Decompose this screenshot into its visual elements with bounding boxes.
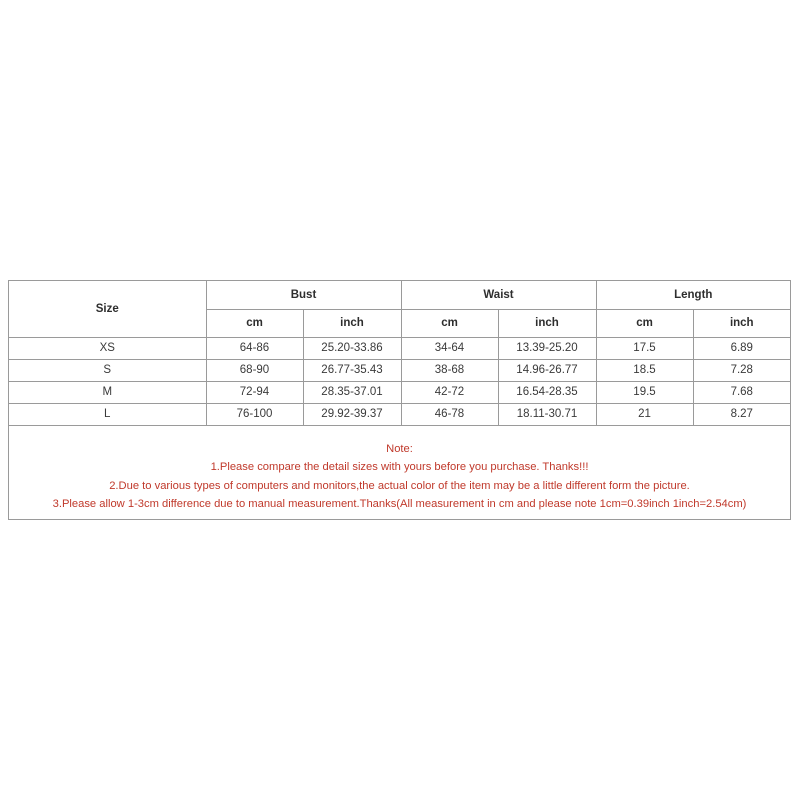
notes-row <box>9 425 790 514</box>
bust-cm-cell: 76-100 <box>206 403 303 425</box>
length-cm-cell: 21 <box>596 403 693 425</box>
note-line: 2.Due to various types of computers and monitors,the actual color of the item may be a little different form the picture. <box>109 479 690 492</box>
length-inch-cell: 7.68 <box>693 381 790 403</box>
length-cm-header: cm <box>596 309 693 337</box>
notes-block <box>9 426 790 514</box>
note-line: 3.Please allow 1-3cm difference due to manual measurement.Thanks(All measurement in cm and please note 1cm=0.39inch 1inch=2.54cm) <box>52 498 747 510</box>
table-row <box>9 337 790 359</box>
waist-inch-cell: 18.11-30.71 <box>498 403 596 425</box>
length-header: Length <box>596 281 790 309</box>
table-row <box>9 359 790 381</box>
size-cell: M <box>9 381 206 403</box>
waist-cm-cell: 42-72 <box>401 381 498 403</box>
size-cell: S <box>9 359 206 381</box>
notes-cell <box>9 425 790 514</box>
length-inch-header: inch <box>693 309 790 337</box>
bust-cm-cell: 68-90 <box>206 359 303 381</box>
size-chart <box>8 280 791 520</box>
bust-inch-cell: 28.35-37.01 <box>303 381 401 403</box>
waist-header: Waist <box>401 281 596 309</box>
bust-cm-header: cm <box>206 309 303 337</box>
length-inch-cell: 7.28 <box>693 359 790 381</box>
note-heading: Note: <box>386 442 413 455</box>
length-inch-cell: 8.27 <box>693 403 790 425</box>
waist-inch-header: inch <box>498 309 596 337</box>
bust-inch-cell: 29.92-39.37 <box>303 403 401 425</box>
waist-inch-cell: 16.54-28.35 <box>498 381 596 403</box>
table-row <box>9 403 790 425</box>
length-cm-cell: 17.5 <box>596 337 693 359</box>
size-column-header: Size <box>9 281 206 337</box>
bust-cm-cell: 72-94 <box>206 381 303 403</box>
waist-cm-cell: 38-68 <box>401 359 498 381</box>
header-row-groups <box>9 281 790 309</box>
waist-cm-cell: 46-78 <box>401 403 498 425</box>
length-inch-cell: 6.89 <box>693 337 790 359</box>
size-cell: L <box>9 403 206 425</box>
waist-inch-cell: 14.96-26.77 <box>498 359 596 381</box>
bust-inch-cell: 26.77-35.43 <box>303 359 401 381</box>
bust-cm-cell: 64-86 <box>206 337 303 359</box>
waist-cm-header: cm <box>401 309 498 337</box>
note-line: 1.Please compare the detail sizes with yours before you purchase. Thanks!!! <box>210 461 589 473</box>
bust-header: Bust <box>206 281 401 309</box>
bust-inch-cell: 25.20-33.86 <box>303 337 401 359</box>
waist-inch-cell: 13.39-25.20 <box>498 337 596 359</box>
bust-inch-header: inch <box>303 309 401 337</box>
length-cm-cell: 18.5 <box>596 359 693 381</box>
length-cm-cell: 19.5 <box>596 381 693 403</box>
table-row <box>9 381 790 403</box>
waist-cm-cell: 34-64 <box>401 337 498 359</box>
size-table <box>9 281 790 514</box>
size-cell: XS <box>9 337 206 359</box>
